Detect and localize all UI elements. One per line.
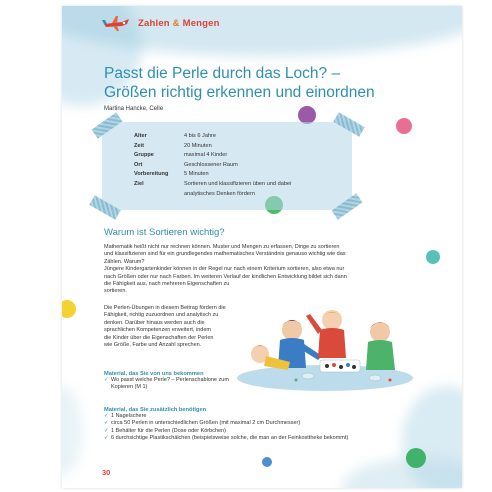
check-icon: ✓ — [104, 427, 109, 434]
list-item: ✓ 6 durchsichtige Plastikschälchen (beispielsweise solche, die man an der Feinkosttheke bekommt) — [104, 435, 349, 442]
list-item: ✓ 1 Behälter für die Perlen (Dose oder Körbchen) — [104, 427, 226, 434]
body-paragraph: Mathematik heißt nicht nur rechnen können. Muster und Mengen zu erfassen, Dinge zu sortieren und klassifizieren sind für ein grundlegendes mathematisches Verständnis genauso wichtig wie das Zählen. Warum? Jüngere Kindergartenkinder können in der Regel nur nach einem Kriterium sortieren, also etwa nur nach Größen oder nur nach Farben. Im weiteren Verlauf der kindlichen Entwicklung bildet sich dann die Fähigkeit aus, nach mehreren Eigenschaften zu sortieren. — [104, 244, 347, 295]
airplane-icon — [102, 14, 132, 32]
materials-provided — [104, 371, 274, 392]
check-icon: ✓ — [104, 377, 109, 383]
watercolor-left — [62, 386, 82, 476]
tape-decoration — [92, 112, 123, 138]
info-row: Alter 4 bis 6 Jahre — [134, 133, 217, 139]
list-item: ✓ 1 Nagelschere — [104, 413, 147, 419]
page-number: 30 — [102, 468, 111, 477]
info-row: Ziel Sortieren und klassifizieren üben und dabei — [134, 180, 292, 187]
check-icon: ✓ — [104, 420, 109, 427]
materials-needed — [104, 407, 424, 443]
section-heading: Warum ist Sortieren wichtig? — [104, 227, 225, 238]
info-row: Zeit 20 Minuten — [134, 142, 212, 149]
info-row: Vorbereitung 5 Minuten — [134, 171, 209, 178]
body-paragraph-narrow: Die Perlen-Übungen in diesem Beitrag fördern die Fähigkeit, richtig zuzuordnen und analytisch zu denken. Darüber hinaus werden auch die sprachlichen Kompetenzen erweitert, indem die Kinder über die Eigenschaften der Perlen wie Größe, Farbe und Anzahl sprechen. — [104, 305, 226, 349]
info-row: Gruppe maximal 4 Kinder — [134, 152, 228, 159]
list-item: ✓ Wo passt welche Perle? – Perlenschablone zum — [104, 377, 229, 383]
tape-decoration — [89, 195, 120, 220]
page-title — [104, 64, 424, 102]
worksheet-page — [62, 6, 462, 488]
check-icon: ✓ — [104, 435, 109, 442]
materials-needed-heading: Material, das Sie zusätzlich benötigen — [104, 407, 207, 413]
dot-blue — [262, 457, 272, 467]
info-table — [134, 132, 324, 199]
dot-teal — [426, 250, 440, 264]
watercolor-bottom — [342, 458, 462, 488]
page-header — [102, 14, 220, 32]
dot-pink — [396, 118, 412, 134]
author: Martina Hancke, Celle — [104, 106, 164, 112]
dot-yellow — [62, 300, 76, 318]
info-row: Ort Geschlossener Raum — [134, 161, 238, 168]
list-item: ✓ circa 50 Perlen in unterschiedlichen Größen (mit maximal 2 cm Durchmesser) — [104, 420, 301, 427]
info-box — [102, 122, 352, 210]
info-row: analytisches Denken fördern — [184, 190, 255, 197]
list-item: Kopieren (M 1) — [111, 384, 148, 391]
check-icon: ✓ — [104, 413, 109, 419]
materials-provided-heading: Material, das Sie von uns bekommen — [104, 371, 204, 377]
tape-decoration — [332, 193, 363, 219]
tape-decoration — [333, 112, 364, 137]
title-line-2: Größen richtig erkennen und einordnen — [104, 84, 375, 101]
dot-green2 — [406, 448, 426, 468]
chapter-title: Zahlen & Mengen — [138, 17, 220, 29]
title-line-1: Passt die Perle durch das Loch? – — [104, 65, 341, 82]
